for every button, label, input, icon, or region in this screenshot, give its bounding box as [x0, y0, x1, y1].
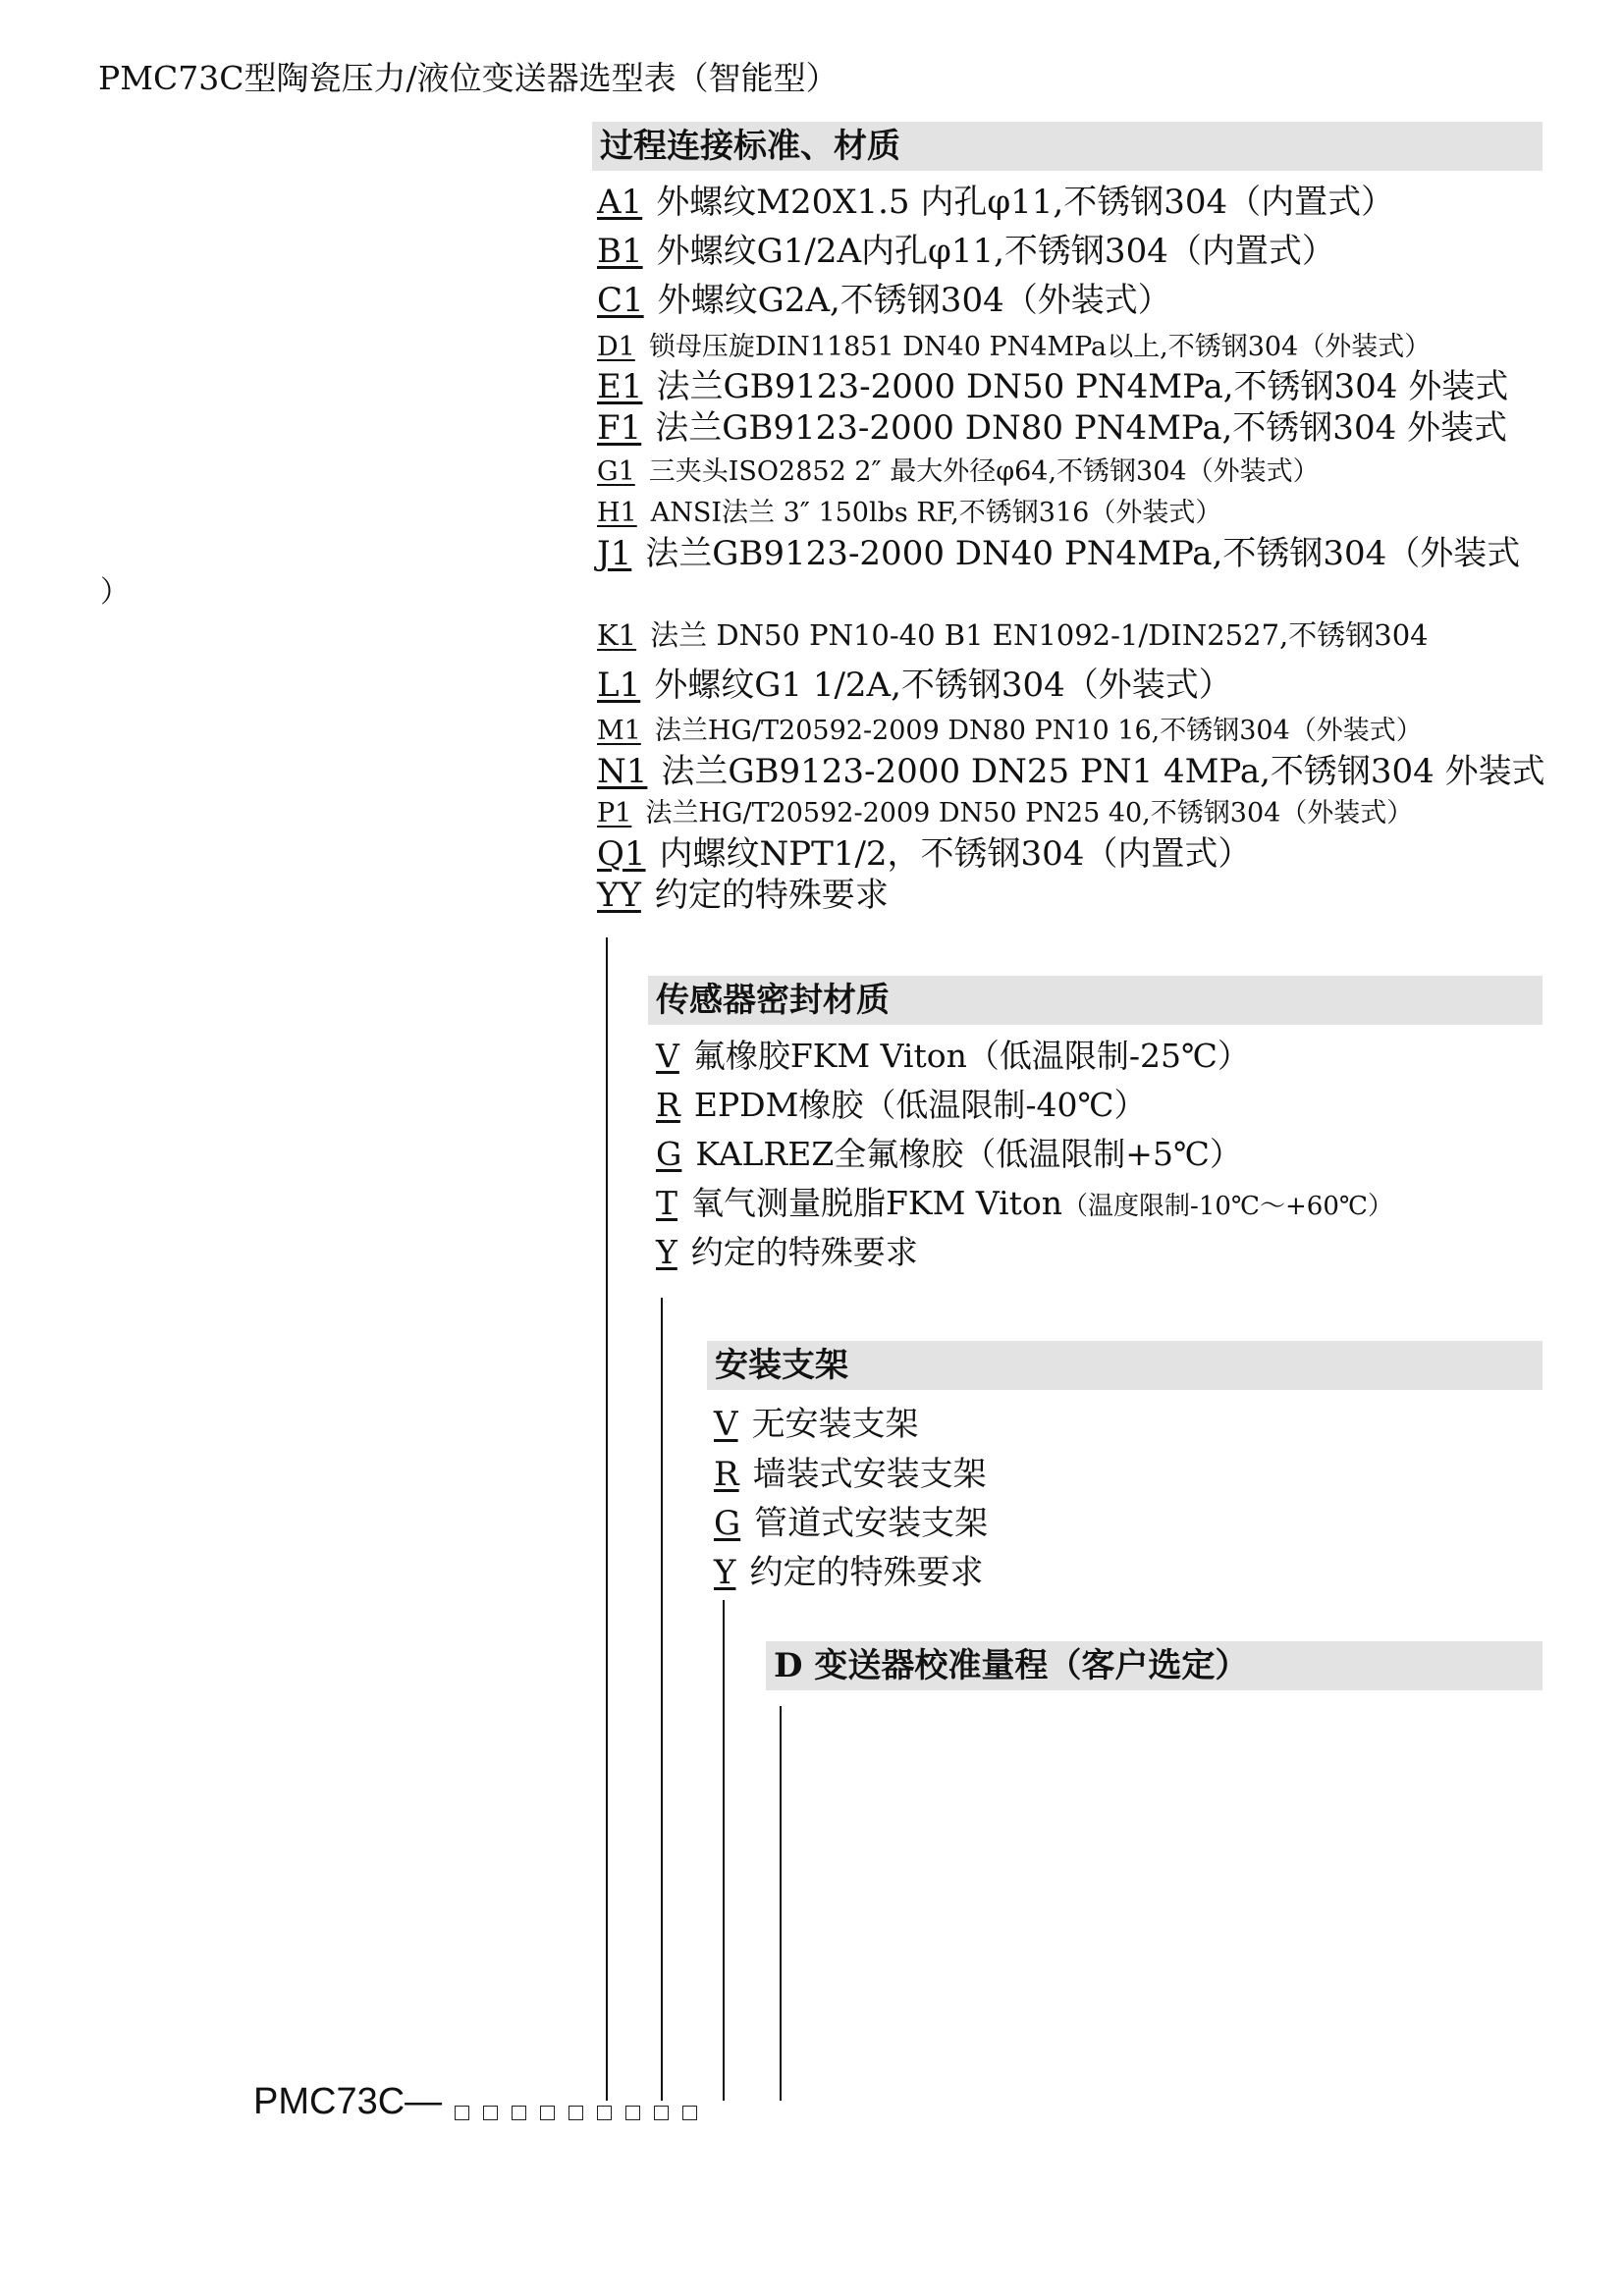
option-row	[597, 791, 1413, 829]
section-header-sensor-seal: 传感器密封材质	[648, 976, 1543, 1025]
code-box[interactable]	[512, 2106, 526, 2120]
option-text: 约定的特殊要求	[690, 1233, 918, 1271]
option-text: 三夹头ISO2852 2″ 最大外径φ64,不锈钢304（外装式）	[648, 456, 1320, 487]
option-text: 外螺纹G1 1/2A,不锈钢304（外装式）	[654, 666, 1232, 705]
option-text: 锁母压旋DIN11851 DN40 PN4MPa以上,不锈钢304（外装式）	[648, 332, 1432, 362]
connector-line-4	[780, 1706, 782, 2101]
model-code-boxes	[455, 2103, 711, 2121]
option-text: 法兰GB9123-2000 DN25 PN1 4MPa,不锈钢304 外装式	[661, 752, 1545, 791]
option-row	[656, 1178, 1393, 1224]
option-row	[597, 450, 1320, 488]
option-row	[597, 614, 1429, 654]
option-text: 法兰GB9123-2000 DN40 PN4MPa,不锈钢304（外装式	[645, 534, 1521, 573]
option-code: J1	[597, 534, 632, 573]
option-text: ANSI法兰 3″ 150lbs RF,不锈钢316（外装式）	[650, 498, 1222, 528]
option-row	[714, 1397, 919, 1445]
code-box[interactable]	[483, 2106, 498, 2120]
option-row	[656, 1129, 1242, 1175]
option-code: A1	[597, 183, 643, 222]
option-code: H1	[597, 498, 637, 528]
option-code: Y	[656, 1233, 677, 1271]
option-text: 法兰GB9123-2000 DN80 PN4MPa,不锈钢304 外装式	[655, 408, 1508, 448]
option-row	[597, 658, 1232, 706]
option-code: G1	[597, 456, 635, 487]
section-header-calibration-range: D 变送器校准量程（客户选定）	[766, 1641, 1543, 1690]
code-box[interactable]	[654, 2106, 669, 2120]
option-code: K1	[597, 618, 637, 652]
option-text: 外螺纹G2A,不锈钢304（外装式）	[657, 281, 1171, 320]
option-text: 法兰 DN50 PN10-40 B1 EN1092-1/DIN2527,不锈钢304	[650, 618, 1429, 652]
option-code: M1	[597, 716, 641, 746]
option-code: V	[714, 1405, 738, 1444]
option-row	[597, 868, 889, 916]
option-row	[656, 1080, 1146, 1126]
option-code: R	[714, 1455, 739, 1494]
option-code: P1	[597, 798, 632, 828]
option-text: 外螺纹M20X1.5 内孔φ11,不锈钢304（内置式）	[656, 183, 1395, 222]
option-text: 法兰HG/T20592-2009 DN50 PN25 40,不锈钢304（外装式）	[645, 798, 1414, 828]
option-row	[597, 325, 1431, 363]
option-code: T	[656, 1184, 678, 1222]
code-box[interactable]	[540, 2106, 555, 2120]
option-row	[714, 1496, 988, 1544]
option-row	[597, 744, 1545, 792]
option-text: KALREZ全氟橡胶（低温限制+5℃）	[695, 1135, 1242, 1173]
page-title: PMC73C型陶瓷压力/液位变送器选型表（智能型）	[98, 59, 839, 97]
code-box[interactable]	[625, 2106, 640, 2120]
option-text: 外螺纹G1/2A内孔φ11,不锈钢304（内置式）	[656, 232, 1335, 271]
option-text: 法兰GB9123-2000 DN50 PN4MPa,不锈钢304 外装式	[656, 367, 1509, 406]
option-code: N1	[597, 752, 648, 791]
connector-line-1	[606, 937, 608, 2101]
trailing-paren: ）	[100, 575, 130, 610]
option-code: G	[714, 1504, 741, 1543]
option-row	[656, 1227, 918, 1273]
option-text: 约定的特殊要求	[749, 1553, 984, 1592]
option-row	[714, 1447, 987, 1495]
connector-line-3	[723, 1600, 725, 2101]
option-row	[597, 273, 1171, 321]
option-row	[597, 400, 1507, 449]
option-code: F1	[597, 408, 642, 448]
option-row	[714, 1545, 983, 1593]
option-note: （温度限制-10℃～+60℃）	[1062, 1192, 1393, 1221]
option-code: Y	[714, 1553, 736, 1592]
option-row	[597, 224, 1335, 272]
option-code: L1	[597, 666, 641, 705]
code-box[interactable]	[568, 2106, 583, 2120]
option-code: V	[656, 1037, 679, 1075]
option-code: C1	[597, 281, 644, 320]
option-code: G	[656, 1135, 682, 1173]
option-text: 约定的特殊要求	[654, 876, 889, 915]
code-box[interactable]	[597, 2106, 612, 2120]
option-text: 无安装支架	[751, 1405, 919, 1444]
option-text: 墙装式安装支架	[752, 1455, 987, 1494]
connector-line-2	[661, 1298, 663, 2101]
code-box[interactable]	[455, 2106, 469, 2120]
option-row	[597, 526, 1520, 574]
option-code: E1	[597, 367, 643, 406]
section-header-mounting-bracket: 安装支架	[707, 1341, 1543, 1390]
model-code-prefix: PMC73C—	[253, 2081, 443, 2122]
option-row	[597, 175, 1394, 223]
option-text: 内螺纹NPT1/2，不锈钢304（内置式）	[659, 834, 1252, 874]
option-code: YY	[597, 876, 641, 915]
option-row	[656, 1031, 1250, 1077]
option-text: 法兰HG/T20592-2009 DN80 PN10 16,不锈钢304（外装式）	[654, 716, 1423, 746]
option-row	[597, 709, 1423, 747]
option-text: EPDM橡胶（低温限制-40℃）	[693, 1086, 1147, 1124]
option-text: 氧气测量脱脂FKM Viton	[691, 1184, 1063, 1222]
section-header-process-connection: 过程连接标准、材质	[592, 122, 1543, 171]
option-code: D1	[597, 332, 635, 362]
code-box[interactable]	[682, 2106, 697, 2120]
option-text: 氟橡胶FKM Viton（低温限制-25℃）	[692, 1037, 1250, 1075]
option-code: Q1	[597, 834, 646, 874]
option-code: B1	[597, 232, 643, 271]
option-row	[597, 491, 1221, 529]
option-text: 管道式安装支架	[754, 1504, 989, 1543]
option-code: R	[656, 1086, 680, 1124]
